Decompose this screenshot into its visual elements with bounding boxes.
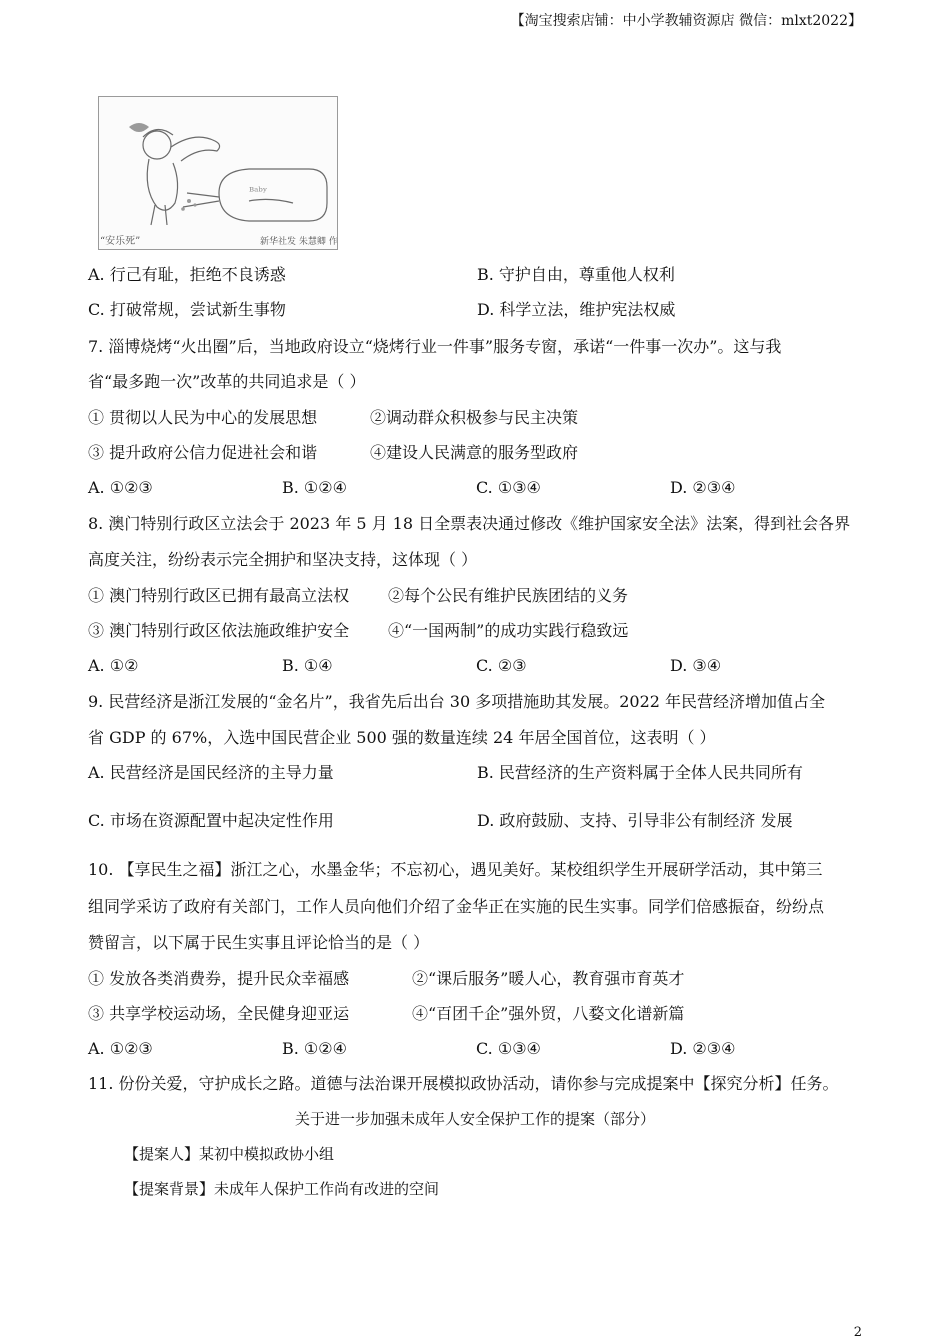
q7-statement-1: ① 贯彻以人民为中心的发展思想 (88, 408, 318, 427)
q7-stem-line2: 省“最多跑一次”改革的共同追求是（ ） (88, 372, 366, 391)
q10-statement-1: ① 发放各类消费券，提升民众幸福感 (88, 969, 350, 988)
q10-stem-line2: 组同学采访了政府有关部门，工作人员向他们介绍了金华正在实施的民生实事。同学们倍感振奋，纷纷点 (88, 897, 825, 916)
page-number: 2 (853, 1325, 862, 1340)
q9-stem-line2: 省 GDP 的 67%，入选中国民营企业 500 强的数量连续 24 年居全国首位，这表明（ ） (88, 728, 716, 747)
q10-statement-2: ②“课后服务”暖人心，教育强市育英才 (412, 969, 685, 988)
cartoon-drawing (99, 97, 337, 249)
q7-statement-2: ②调动群众积极参与民主决策 (370, 408, 579, 427)
q9-option-d: D. 政府鼓励、支持、引导非公有制经济 发展 (477, 811, 793, 830)
q6-option-c: C. 打破常规，尝试新生事物 (88, 300, 286, 319)
q7-option-a: A. ①②③ (88, 478, 153, 497)
q10-option-d: D. ②③④ (670, 1039, 736, 1058)
q7-option-d: D. ②③④ (670, 478, 736, 497)
cartoon-image (98, 96, 338, 250)
q9-stem-line1: 9. 民营经济是浙江发展的“金名片”，我省先后出台 30 多项措施助其发展。2022 年民营经济增加值占全 (88, 692, 826, 711)
cartoon-caption-title: “安乐死” (100, 236, 141, 247)
q7-stem-line1: 7. 淄博烧烤“火出圈”后，当地政府设立“烧烤行业一件事”服务专窗，承诺“一件事一次办”。这与我 (88, 337, 782, 356)
q8-stem-line2: 高度关注，纷纷表示完全拥护和坚决支持，这体现（ ） (88, 550, 478, 569)
page-header: 【淘宝搜索店铺：中小学教辅资源店 微信：mlxt2022】 (510, 13, 862, 29)
q6-option-d: D. 科学立法，维护宪法权威 (477, 300, 676, 319)
q8-stem-line1: 8. 澳门特别行政区立法会于 2023 年 5 月 18 日全票表决通过修改《维护国家安全法》法案，得到社会各界 (88, 514, 851, 533)
q10-option-a: A. ①②③ (88, 1039, 153, 1058)
q10-stem-line1: 10. 【享民生之福】浙江之心，水墨金华；不忘初心，遇见美好。某校组织学生开展研学活动，其中第三 (88, 860, 823, 879)
q7-option-b: B. ①②④ (282, 478, 347, 497)
proposal-title: 关于进一步加强未成年人安全保护工作的提案（部分） (294, 1110, 655, 1128)
q8-option-b: B. ①④ (282, 656, 333, 675)
q8-option-a: A. ①② (88, 656, 139, 675)
q7-statement-3: ③ 提升政府公信力促进社会和谐 (88, 443, 318, 462)
q8-statement-4: ④“一国两制”的成功实践行稳致远 (388, 621, 629, 640)
q7-option-c: C. ①③④ (476, 478, 541, 497)
svg-text:ᴮᵃᵇʸ: ᴮᵃᵇʸ (249, 185, 268, 198)
q8-statement-3: ③ 澳门特别行政区依法施政维护安全 (88, 621, 350, 640)
q10-stem-line3: 赞留言，以下属于民生实事且评论恰当的是（ ） (88, 933, 430, 952)
cartoon-caption-credit: 新华社发 朱慧卿 作 (260, 237, 338, 247)
q8-option-c: C. ②③ (476, 656, 527, 675)
q10-statement-3: ③ 共享学校运动场，全民健身迎亚运 (88, 1004, 350, 1023)
q10-statement-4: ④“百团千企”强外贸，八婺文化谱新篇 (412, 1004, 685, 1023)
q9-option-b: B. 民营经济的生产资料属于全体人民共同所有 (477, 763, 803, 782)
q10-option-c: C. ①③④ (476, 1039, 541, 1058)
q8-statement-2: ②每个公民有维护民族团结的义务 (388, 586, 629, 605)
q6-option-b: B. 守护自由，尊重他人权利 (477, 265, 675, 284)
proposal-background: 【提案背景】未成年人保护工作尚有改进的空间 (124, 1180, 440, 1198)
q7-statement-4: ④建设人民满意的服务型政府 (370, 443, 579, 462)
q9-option-a: A. 民营经济是国民经济的主导力量 (88, 763, 334, 782)
q10-option-b: B. ①②④ (282, 1039, 347, 1058)
q11-stem: 11. 份份关爱，守护成长之路。道德与法治课开展模拟政协活动，请你参与完成提案中【探究分析】任务。 (88, 1074, 839, 1093)
q6-option-a: A. 行己有耻，拒绝不良诱惑 (88, 265, 286, 284)
q9-option-c: C. 市场在资源配置中起决定性作用 (88, 811, 334, 830)
q8-statement-1: ① 澳门特别行政区已拥有最高立法权 (88, 586, 350, 605)
proposal-proposer: 【提案人】某初中模拟政协小组 (124, 1145, 335, 1163)
q8-option-d: D. ③④ (670, 656, 722, 675)
